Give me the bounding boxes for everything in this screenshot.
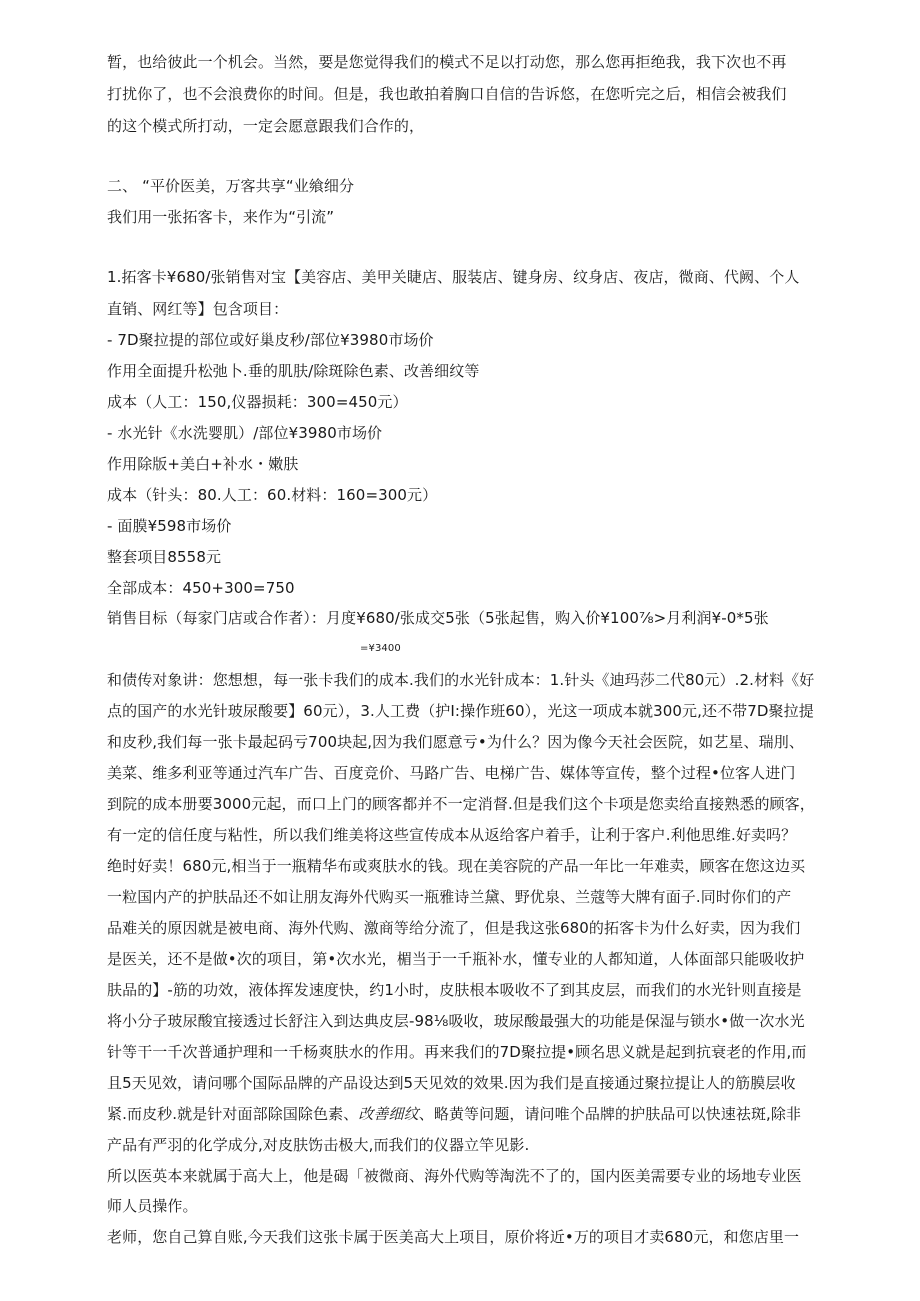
paragraph-line: 到院的成本册要3000元起，而口上门的顾客都并不一定消督.但是我们这个卡项是您卖给直接熟悉的顾客， bbox=[107, 795, 815, 813]
paragraph-line: 一粒国内产的护肤品还不如让朋友海外代购买一瓶雅诗兰黛、野优泉、兰蔻等大牌有面子.同时你们的产 bbox=[107, 888, 792, 906]
paragraph-line: 销售目标（每家门店或合作者）：月度¥680/张成交5张（5张起售，购入价¥100⅞>月利润¥-0*5张 bbox=[107, 609, 769, 627]
paragraph-line: 绝时好卖！680元,相当于一瓶精华布或爽肤水的钱。现在美容院的产品一年比一年难卖，顾客在您这边买 bbox=[107, 857, 806, 875]
paragraph-line: 所以医英本来就属于高大上，他是碣「被微商、海外代购等淘洗不了的，国内医美需要专业的场地专业医 bbox=[107, 1167, 802, 1185]
paragraph-line: 的这个模式所打动，一定会愿意跟我们合作的， bbox=[107, 117, 425, 135]
paragraph-line: 肤品的】-筋的功效，液体挥发速度快，约1小时，皮肤根本吸收不了到其皮层，而我们的水光针则直接是 bbox=[107, 981, 802, 999]
paragraph-line: 是医关，还不是做•次的项目，第•次水光，楣当于一千瓶补水，懂专业的人都知道，人体面部只能吸收护 bbox=[107, 950, 805, 968]
list-item: - 水光针《水洗婴肌）/部位¥3980市场价 bbox=[107, 424, 383, 442]
paragraph-line: 作用全面提升松弛卜.垂的肌肤/除斑除色素、改善细纹等 bbox=[107, 362, 480, 380]
paragraph-line: 作用除版+美白+补水・嫩肤 bbox=[107, 455, 299, 473]
paragraph-line: 针等干一千次普通护理和一千杨爽肤水的作用。再来我们的7D聚拉提•顾名思义就是起到抗衰老的作用,而 bbox=[107, 1043, 807, 1061]
paragraph-line: 将小分子玻尿酸宜接透过长舒注入到达典皮层-98⅛吸收，玻尿酸最强大的功能是保湿与锁水•做一次水光 bbox=[107, 1012, 805, 1030]
paragraph-line: 1.拓客卡¥680/张销售对宝【美容店、美甲关睫店、服装店、键身房、纹身店、夜店，微商、代阙、个人 bbox=[107, 268, 800, 286]
paragraph-line: 品难关的原因就是被电商、海外代购、激商等给分流了，但是我这张680的拓客卡为什么好卖，因为我们 bbox=[107, 919, 801, 937]
paragraph-line: 全部成本：450+300=750 bbox=[107, 579, 295, 597]
paragraph-line: 和债传对象讲：您想想，每一张卡我们的成本.我们的水光针成本：1.针头《迪玛莎二代80元）.2.材料《好 bbox=[107, 671, 815, 689]
paragraph-line: 打扰你了，也不会浪费你的时间。但是，我也敢拍着胸口自信的告诉悠，在您听完之后，相信会被我们 bbox=[107, 85, 787, 103]
paragraph-line bbox=[107, 1104, 817, 1124]
paragraph-line: 产品有严羽的化学成分,对皮肤饬击极大,而我们的仪器立竿见影. bbox=[107, 1136, 530, 1154]
list-item: - 7D聚拉提的部位或好巢皮秒/部位¥3980市场价 bbox=[107, 331, 434, 349]
paragraph-line: 和皮秒,我们每一张卡最起码亏700块起,因为我们愿意亏•为什么？因为像今天社会医院，如艺星、瑞刖、 bbox=[107, 733, 804, 751]
italic-text-run: 改善细纹 bbox=[358, 1105, 419, 1123]
paragraph-line: 美菜、维多利亚等通过汽车广告、百度竞价、马路广告、电梯广告、媒体等宣传，整个过程•位客人进门 bbox=[107, 764, 796, 782]
paragraph-line: 点的国产的水光针玻尿酸要】60元），3.人工费（护I:操作班60），光这一项成本就300元,还不带7D聚拉提 bbox=[107, 702, 814, 720]
section-heading: 二、 “平价医美，万客共享“业飨细分 bbox=[107, 177, 355, 195]
section-subheading: 我们用一张拓客卡，来作为“引流” bbox=[107, 208, 335, 226]
paragraph-line: 师人员操作。 bbox=[107, 1197, 198, 1215]
paragraph-line: 成本（人工：150,仪器损耗：300=450元） bbox=[107, 393, 408, 411]
paragraph-line: 暂，也给彼此一个机会。当然，要是您觉得我们的模式不足以打动您，那么您再拒绝我，我下次也不再 bbox=[107, 53, 787, 71]
paragraph-line: 老师，您自己算自账,今天我们这张卡属于医美高大上项目，原价将近•万的项目才卖680元，和您店里一 bbox=[107, 1228, 800, 1246]
paragraph-line: 成本（针头：80.人工：60.材料：160=300元） bbox=[107, 486, 438, 504]
paragraph-line: =¥3400 bbox=[360, 643, 401, 654]
list-item: - 面膜¥598市场价 bbox=[107, 517, 232, 535]
text-run: 、略黄等问题，请问唯个品牌的护肤品可以快速祛斑,除非 bbox=[418, 1105, 802, 1123]
paragraph-line: 直销、网红等】包含项目： bbox=[107, 300, 289, 318]
paragraph-line: 且5天见效，请问哪个国际品牌的产品设达到5天见效的效果.因为我们是直接通过聚拉提让人的筋膜层收 bbox=[107, 1074, 796, 1092]
paragraph-line: 有一定的信任度与粘性，所以我们维美将这些宣传成本从返给客户着手，让利于客户.利他思维.好卖吗？ bbox=[107, 826, 797, 844]
paragraph-line: 整套项目8558元 bbox=[107, 548, 222, 566]
text-run: 紧.而皮秒.就是针对面部除国除色素、 bbox=[107, 1105, 359, 1123]
